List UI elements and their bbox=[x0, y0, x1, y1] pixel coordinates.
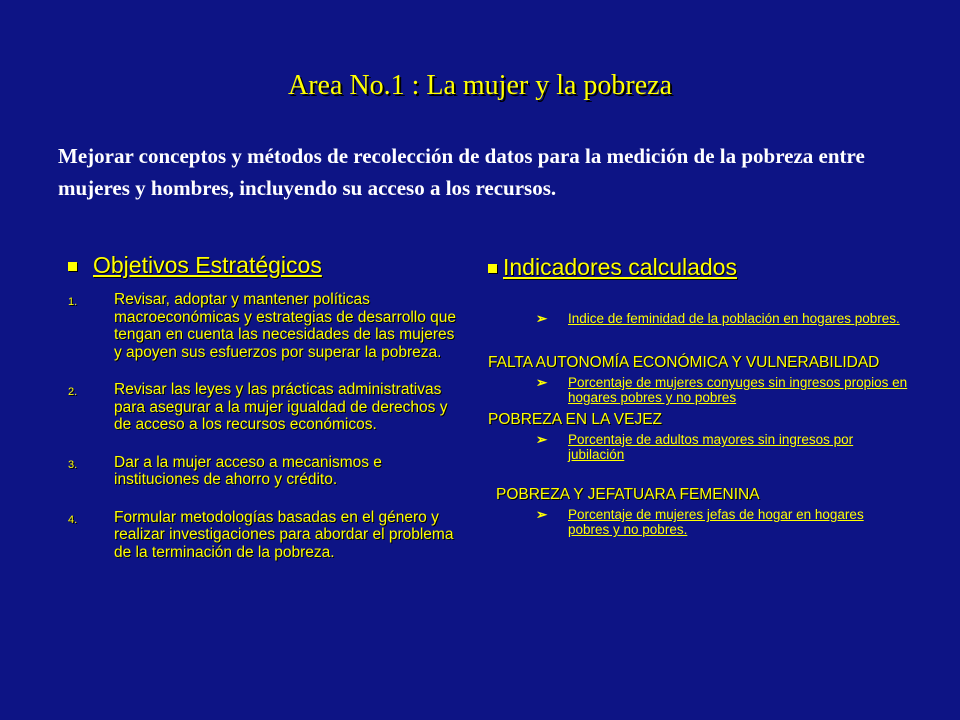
objective-item bbox=[68, 291, 458, 361]
arrow-bullet-icon: ➢ bbox=[536, 432, 548, 447]
slide-subtitle: Mejorar conceptos y métodos de recolección de datos para la medición de la pobreza entre mujeres y hombres, incluyendo su acceso a los recursos. bbox=[58, 144, 865, 200]
objective-item bbox=[68, 454, 458, 489]
slide-title: Area No.1 : La mujer y la pobreza bbox=[287, 70, 673, 101]
objective-text: Formular metodologías basadas en el género y realizar investigaciones para abordar el problema de la terminación de la pobreza. bbox=[114, 508, 454, 561]
indicator-text[interactable]: Porcentaje de mujeres jefas de hogar en hogares pobres y no pobres. bbox=[568, 507, 864, 537]
indicator-text[interactable]: Porcentaje de adultos mayores sin ingresos por jubilación bbox=[568, 432, 854, 462]
indicator-text[interactable]: Indice de feminidad de la población en hogares pobres. bbox=[568, 311, 900, 326]
objective-text: Dar a la mujer acceso a mecanismos e instituciones de ahorro y crédito. bbox=[114, 453, 382, 488]
indicator-link[interactable] bbox=[536, 432, 908, 462]
objective-number: 3. bbox=[68, 458, 78, 471]
indicator-text[interactable]: Porcentaje de mujeres conyuges sin ingresos propios en hogares pobres y no pobres bbox=[568, 375, 908, 405]
arrow-bullet-icon: ➢ bbox=[536, 375, 548, 390]
section-heading: POBREZA EN LA VEJEZ bbox=[488, 411, 663, 428]
square-bullet-icon bbox=[488, 264, 497, 273]
section-heading: FALTA AUTONOMÍA ECONÓMICA Y VULNERABILIDAD bbox=[488, 354, 880, 371]
objectives-heading-text: Objetivos Estratégicos bbox=[93, 252, 322, 278]
objective-item bbox=[68, 509, 458, 562]
indicator-link[interactable] bbox=[536, 311, 908, 326]
objective-text: Revisar las leyes y las prácticas administrativas para asegurar a la mujer igualdad de derechos y de acceso a los recursos económicos. bbox=[114, 381, 448, 433]
objective-number: 2. bbox=[68, 386, 78, 398]
indicators-column bbox=[488, 254, 908, 537]
objective-item bbox=[68, 381, 458, 434]
arrow-bullet-icon: ➢ bbox=[536, 507, 548, 522]
objective-number: 1. bbox=[68, 296, 78, 308]
indicator-link[interactable] bbox=[536, 507, 908, 537]
objectives-heading bbox=[68, 252, 458, 279]
indicators-heading-text: Indicadores calculados bbox=[503, 254, 737, 280]
section-heading: POBREZA Y JEFATUARA FEMENINA bbox=[496, 486, 760, 503]
objective-number: 4. bbox=[68, 513, 78, 526]
objective-text: Revisar, adoptar y mantener políticas macroeconómicas y estrategias de desarrollo que tengan en cuenta las necesidades de las mujeres y apoyen sus esfuerzos por superar la pobreza. bbox=[114, 291, 457, 361]
arrow-bullet-icon: ➢ bbox=[536, 311, 548, 326]
indicators-heading bbox=[488, 254, 908, 281]
indicator-link[interactable] bbox=[536, 375, 908, 405]
objectives-column bbox=[68, 252, 458, 581]
square-bullet-icon bbox=[68, 262, 77, 271]
